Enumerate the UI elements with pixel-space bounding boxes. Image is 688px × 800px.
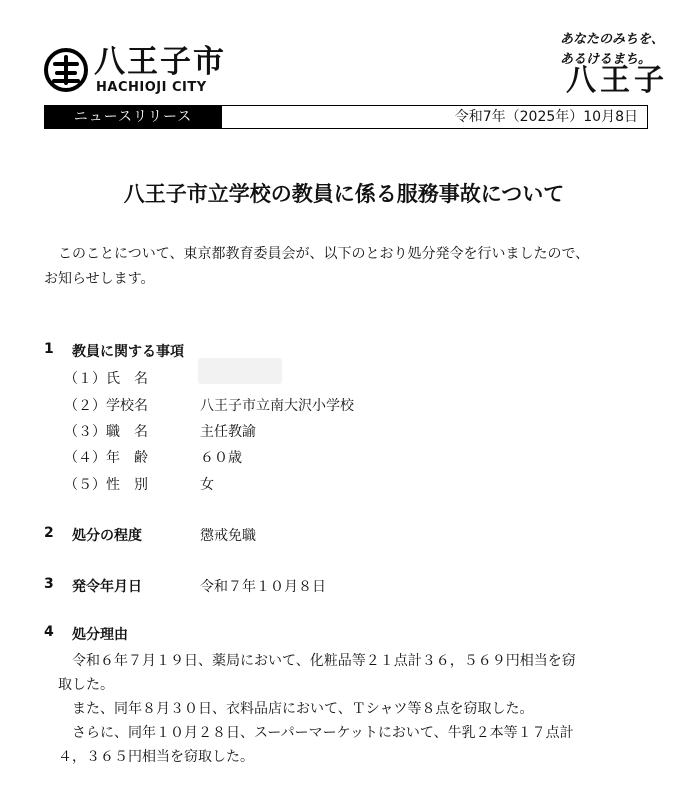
section-4-heading: 処分理由 bbox=[72, 627, 128, 643]
reason-line-2: 取した。 bbox=[58, 677, 114, 693]
redacted-name bbox=[198, 358, 282, 384]
item-position-label: （３）職 名 bbox=[64, 424, 148, 440]
release-date: 令和7年（2025年）10月8日 bbox=[454, 109, 638, 125]
intro-line-2: お知らせします。 bbox=[44, 271, 155, 287]
slogan-line-2: あるけるまち。 bbox=[560, 52, 652, 67]
section-1-heading: 教員に関する事項 bbox=[72, 344, 184, 360]
section-2-value: 懲戒免職 bbox=[200, 528, 256, 544]
section-3-value: 令和７年１０月８日 bbox=[200, 579, 326, 595]
item-school-value: 八王子市立南大沢小学校 bbox=[200, 398, 354, 414]
item-name-label: （１）氏 名 bbox=[64, 371, 148, 387]
city-emblem-icon bbox=[44, 48, 88, 92]
slogan-line-1: あなたのみちを、 bbox=[560, 32, 665, 47]
section-1-number: 1 bbox=[44, 341, 54, 357]
reason-line-3: また、同年８月３０日、衣料品店において、Ｔシャツ等８点を窃取した。 bbox=[72, 701, 534, 717]
item-school-label: （２）学校名 bbox=[64, 398, 148, 414]
section-3-heading: 発令年月日 bbox=[72, 579, 142, 595]
section-2-heading: 処分の程度 bbox=[72, 528, 142, 544]
item-age-value: ６０歳 bbox=[200, 450, 242, 466]
item-gender-value: 女 bbox=[200, 477, 214, 493]
section-4-number: 4 bbox=[44, 624, 54, 640]
section-3-number: 3 bbox=[44, 576, 54, 592]
page-title: 八王子市立学校の教員に係る服務事故について bbox=[123, 182, 565, 206]
intro-line-1: このことについて、東京都教育委員会が、以下のとおり処分発令を行いましたので、 bbox=[58, 246, 590, 262]
section-2-number: 2 bbox=[44, 525, 54, 541]
news-release-label: ニュースリリース bbox=[44, 105, 222, 129]
slogan-logo: 八王子 bbox=[566, 63, 668, 98]
city-name-english: HACHIOJI CITY bbox=[96, 80, 207, 95]
item-gender-label: （５）性 別 bbox=[64, 477, 148, 493]
city-name: 八王子市 bbox=[94, 44, 226, 80]
reason-line-1: 令和６年７月１９日、薬局において、化粧品等２１点計３６，５６９円相当を窃 bbox=[72, 653, 576, 669]
item-age-label: （４）年 齢 bbox=[64, 450, 148, 466]
reason-line-4: さらに、同年１０月２８日、スーパーマーケットにおいて、牛乳２本等１７点計 bbox=[72, 725, 574, 741]
reason-line-5: ４，３６５円相当を窃取した。 bbox=[58, 749, 254, 765]
item-position-value: 主任教諭 bbox=[200, 424, 256, 440]
